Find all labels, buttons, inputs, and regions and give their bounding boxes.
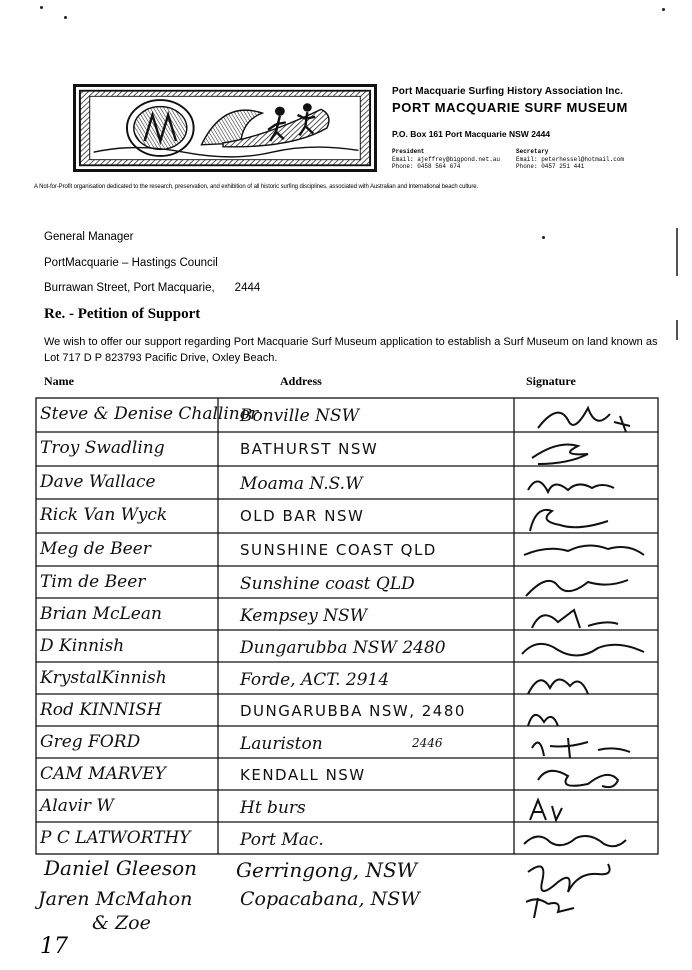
recipient-street: Burrawan Street, Port Macquarie, bbox=[44, 282, 215, 294]
table-row bbox=[0, 696, 692, 732]
signature-scribble bbox=[518, 760, 648, 796]
signer-name: Rick Van Wyck bbox=[40, 505, 168, 525]
extra-name-1: Daniel Gleeson bbox=[44, 856, 198, 880]
signer-address: DUNGARUBBA NSW, 2480 bbox=[240, 702, 466, 720]
signer-name: Meg de Beer bbox=[40, 539, 151, 559]
signer-name: CAM MARVEY bbox=[40, 764, 166, 784]
scan-edge-mark bbox=[676, 228, 678, 276]
signer-address: Dungarubba NSW 2480 bbox=[240, 638, 446, 658]
extra-address-2: Copacabana, NSW bbox=[240, 888, 420, 910]
intro-paragraph: We wish to offer our support regarding Port Macquarie Surf Museum application to establish a Surf Museum on land known as Lot 717 D P 823793 Pacific Drive, Oxley Beach. bbox=[44, 336, 658, 364]
signer-name: Greg FORD bbox=[40, 732, 141, 752]
signature-scribble bbox=[518, 852, 628, 922]
table-row bbox=[0, 434, 692, 470]
museum-logo bbox=[73, 84, 377, 172]
speck bbox=[40, 6, 43, 9]
signer-address: Bonville NSW bbox=[240, 406, 360, 426]
signature-scribble bbox=[518, 792, 648, 828]
table-row bbox=[0, 535, 692, 571]
table-row bbox=[0, 728, 692, 764]
signer-address: KENDALL NSW bbox=[240, 766, 366, 784]
president-email: Email: ajeffrey@bigpond.net.au bbox=[392, 155, 501, 163]
signature-scribble bbox=[518, 501, 648, 537]
association-name: Port Macquarie Surfing History Association Inc. bbox=[392, 86, 624, 97]
speck bbox=[64, 16, 67, 19]
signature-scribble bbox=[518, 664, 648, 700]
secretary-contact bbox=[516, 148, 624, 171]
secretary-email: Email: peterhessel@hotmail.com bbox=[516, 155, 625, 163]
president-contact bbox=[392, 148, 500, 171]
extra-name-3: & Zoe bbox=[92, 912, 151, 934]
table-row bbox=[0, 501, 692, 537]
table-row bbox=[0, 664, 692, 700]
signature-count: 17 bbox=[40, 934, 68, 959]
column-header-address: Address bbox=[280, 374, 322, 388]
po-box: P.O. Box 161 Port Macquarie NSW 2444 bbox=[392, 129, 551, 139]
speck bbox=[542, 236, 545, 239]
scan-edge-mark bbox=[676, 320, 678, 340]
signature-scribble bbox=[518, 535, 648, 571]
table-row bbox=[0, 600, 692, 636]
signer-address: Moama N.S.W bbox=[240, 474, 363, 494]
signer-name: Dave Wallace bbox=[40, 472, 156, 492]
signer-address: OLD BAR NSW bbox=[240, 507, 365, 525]
signer-name: Tim de Beer bbox=[40, 572, 146, 592]
recipient-line-2: PortMacquarie – Hastings Council bbox=[44, 257, 218, 269]
table-row bbox=[0, 632, 692, 668]
signature-scribble bbox=[518, 600, 648, 636]
signature-scribble bbox=[518, 468, 648, 504]
signer-address: Port Mac. bbox=[240, 830, 324, 850]
signer-name: Alavir W bbox=[40, 796, 114, 816]
signature-scribble bbox=[518, 400, 648, 436]
secretary-role: Secretary bbox=[516, 148, 549, 155]
table-row bbox=[0, 468, 692, 504]
recipient-line-1: General Manager bbox=[44, 231, 134, 243]
president-role: President bbox=[392, 148, 425, 155]
tagline: A Not-for-Profit organisation dedicated to the research, preservation, and exhibition of all historic surfing disciplines, associated with Australian and International beach culture. bbox=[34, 184, 479, 190]
signer-name: Rod KINNISH bbox=[40, 700, 162, 720]
signer-name: Brian McLean bbox=[40, 604, 162, 624]
signature-scribble bbox=[518, 632, 648, 668]
signer-address: Sunshine coast QLD bbox=[240, 574, 415, 594]
secretary-phone: Phone: 0457 251 441 bbox=[516, 163, 585, 170]
signer-name: KrystalKinnish bbox=[40, 668, 167, 688]
extra-address-1: Gerringong, NSW bbox=[236, 858, 418, 882]
signer-address: Ht burs bbox=[240, 798, 306, 818]
signature-scribble bbox=[518, 434, 648, 470]
table-row bbox=[0, 568, 692, 604]
signer-address: Lauriston bbox=[240, 734, 323, 754]
signer-name: D Kinnish bbox=[40, 636, 125, 656]
museum-name: PORT MACQUARIE SURF MUSEUM bbox=[392, 100, 628, 115]
signer-name: P C LATWORTHY bbox=[40, 828, 191, 848]
signature-scribble bbox=[518, 696, 648, 732]
subject-heading: Re. - Petition of Support bbox=[44, 306, 201, 322]
signer-address: BATHURST NSW bbox=[240, 440, 379, 458]
signer-postcode: 2446 bbox=[412, 736, 443, 750]
signer-address: SUNSHINE COAST QLD bbox=[240, 541, 437, 559]
signer-address: Kempsey NSW bbox=[240, 606, 368, 626]
table-row bbox=[0, 760, 692, 796]
column-header-signature: Signature bbox=[526, 374, 576, 388]
speck bbox=[662, 8, 665, 11]
extra-name-2: Jaren McMahon bbox=[38, 888, 193, 910]
table-row bbox=[0, 792, 692, 828]
table-row bbox=[0, 400, 692, 436]
column-header-name: Name bbox=[44, 374, 74, 388]
recipient-postcode: 2444 bbox=[234, 282, 261, 294]
recipient-line-3 bbox=[44, 282, 260, 294]
signature-scribble bbox=[518, 568, 648, 604]
signature-scribble bbox=[518, 728, 648, 764]
signer-name: Steve & Denise Challinor bbox=[40, 404, 259, 424]
signer-name: Troy Swadling bbox=[40, 438, 165, 458]
signer-address: Forde, ACT. 2914 bbox=[240, 670, 390, 690]
president-phone: Phone: 0458 564 674 bbox=[392, 163, 461, 170]
